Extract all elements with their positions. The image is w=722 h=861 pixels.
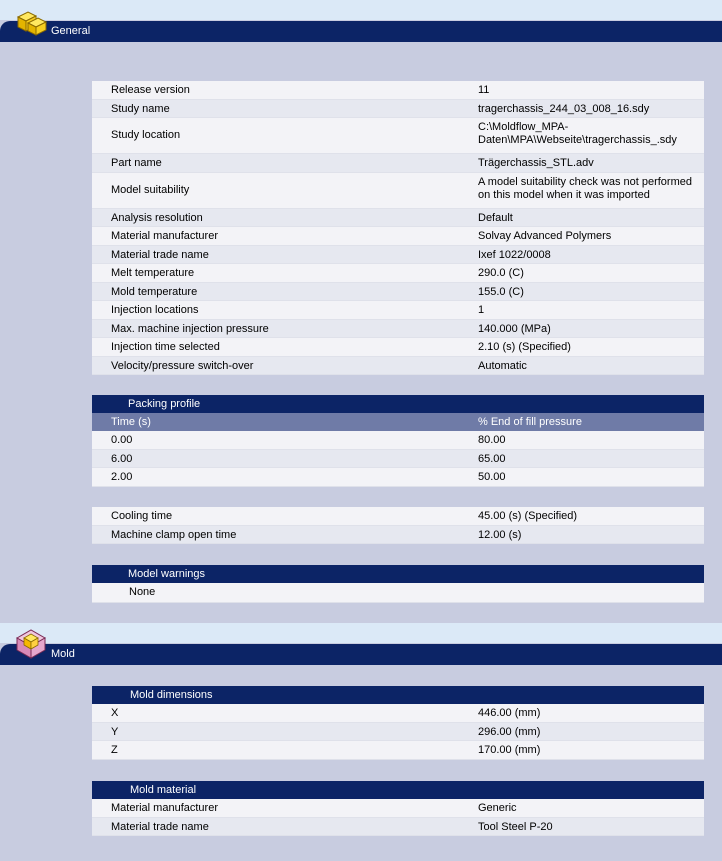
table-row: [92, 118, 704, 154]
mold-material-header: [92, 781, 704, 799]
row-label: Injection time selected: [111, 341, 220, 353]
table-row: [92, 246, 704, 265]
table-row: [92, 338, 704, 357]
row-label: Max. machine injection pressure: [111, 322, 269, 335]
row-value: 140.000 (MPa): [478, 322, 551, 335]
table-row: [92, 100, 704, 119]
column-header-pressure: % End of fill pressure: [478, 416, 582, 428]
row-label: Injection locations: [111, 304, 199, 316]
table-row: [92, 357, 704, 376]
table-row: [92, 704, 704, 723]
mold-section-title: Mold: [51, 648, 75, 660]
table-row: [92, 264, 704, 283]
table-row: [92, 799, 704, 818]
table-row: [92, 723, 704, 742]
mold-block-icon: [14, 624, 50, 662]
row-label: Y: [111, 725, 119, 738]
table-row: [92, 468, 704, 487]
row-label: Machine clamp open time: [111, 528, 237, 541]
row-label: 0.00: [111, 434, 133, 446]
column-header-time: Time (s): [111, 416, 151, 428]
packing-profile-table: [92, 395, 704, 487]
row-value: Solvay Advanced Polymers: [478, 230, 612, 242]
row-value: Trägerchassis_STL.adv: [478, 157, 594, 169]
model-warnings-value: None: [129, 586, 156, 598]
row-label: Analysis resolution: [111, 211, 203, 224]
row-label: Melt temperature: [111, 267, 195, 279]
row-label: Material manufacturer: [111, 230, 218, 242]
row-value: 65.00: [478, 452, 506, 465]
mold-section-header[interactable]: [0, 644, 722, 665]
row-label: X: [111, 707, 119, 719]
general-section-title: General: [51, 25, 91, 37]
row-label: Velocity/pressure switch-over: [111, 359, 254, 372]
cooling-table: [92, 507, 704, 544]
row-value: C:\Moldflow_MPA-Daten\MPA\Webseite\tragerchassis_.sdy: [478, 121, 677, 146]
table-row: [92, 320, 704, 339]
row-label: Release version: [111, 84, 190, 96]
row-value: Generic: [478, 802, 517, 814]
table-row: [92, 81, 704, 100]
model-warnings-table: [92, 565, 704, 603]
row-value: Ixef 1022/0008: [478, 248, 551, 261]
general-section-header[interactable]: [0, 21, 722, 42]
row-label: Part name: [111, 157, 162, 169]
table-row: [92, 173, 704, 209]
row-label: Model suitability: [111, 183, 190, 196]
mold-header-strip: [0, 623, 722, 643]
packing-profile-title: Packing profile: [128, 398, 201, 410]
row-value: 170.00 (mm): [478, 744, 541, 756]
row-label: Study name: [111, 102, 170, 115]
table-row: [92, 526, 704, 545]
model-warnings-header: [92, 565, 704, 583]
mold-dimensions-title: Mold dimensions: [130, 689, 213, 701]
row-value: 12.00 (s): [478, 528, 522, 541]
row-label: Material trade name: [111, 248, 209, 261]
row-label: Material manufacturer: [111, 802, 218, 814]
table-row: [92, 507, 704, 526]
row-label: Cooling time: [111, 510, 173, 522]
row-value: 2.10 (s) (Specified): [478, 341, 571, 353]
row-value: 11: [478, 84, 490, 96]
table-row: [92, 154, 704, 173]
table-row: [92, 431, 704, 450]
table-row: [92, 227, 704, 246]
row-label: 2.00: [111, 471, 133, 483]
row-label: Z: [111, 744, 118, 756]
general-summary-table: [92, 81, 704, 375]
row-label: Material trade name: [111, 820, 209, 833]
row-value: 296.00 (mm): [478, 725, 541, 738]
part-cube-icon: [14, 3, 50, 39]
row-label: Mold temperature: [111, 285, 198, 298]
table-row: [92, 283, 704, 302]
table-row: [92, 450, 704, 469]
table-row: [92, 583, 704, 603]
mold-material-table: [92, 781, 704, 836]
row-label: Study location: [111, 129, 181, 141]
row-value: tragerchassis_244_03_008_16.sdy: [478, 102, 650, 115]
row-value: 80.00: [478, 434, 506, 446]
mold-material-title: Mold material: [130, 784, 197, 796]
row-value: 155.0 (C): [478, 285, 524, 298]
row-value: 1: [478, 304, 485, 316]
row-value: A model suitability check was not performed on this model when it was imported: [478, 175, 692, 201]
table-row: [92, 818, 704, 837]
row-value: Default: [478, 211, 513, 224]
row-value: 446.00 (mm): [478, 707, 541, 719]
packing-profile-header: [92, 395, 704, 413]
row-label: 6.00: [111, 452, 133, 465]
row-value: 50.00: [478, 471, 506, 483]
mold-dimensions-table: [92, 686, 704, 760]
row-value: 290.0 (C): [478, 267, 524, 279]
table-row: [92, 209, 704, 228]
row-value: Automatic: [478, 359, 527, 372]
general-header-strip: [0, 0, 722, 20]
model-warnings-title: Model warnings: [128, 568, 206, 580]
table-row: [92, 301, 704, 320]
packing-profile-column-header: [92, 413, 704, 431]
table-row: [92, 741, 704, 760]
row-value: 45.00 (s) (Specified): [478, 510, 578, 522]
mold-dimensions-header: [92, 686, 704, 704]
row-value: Tool Steel P-20: [478, 820, 553, 833]
